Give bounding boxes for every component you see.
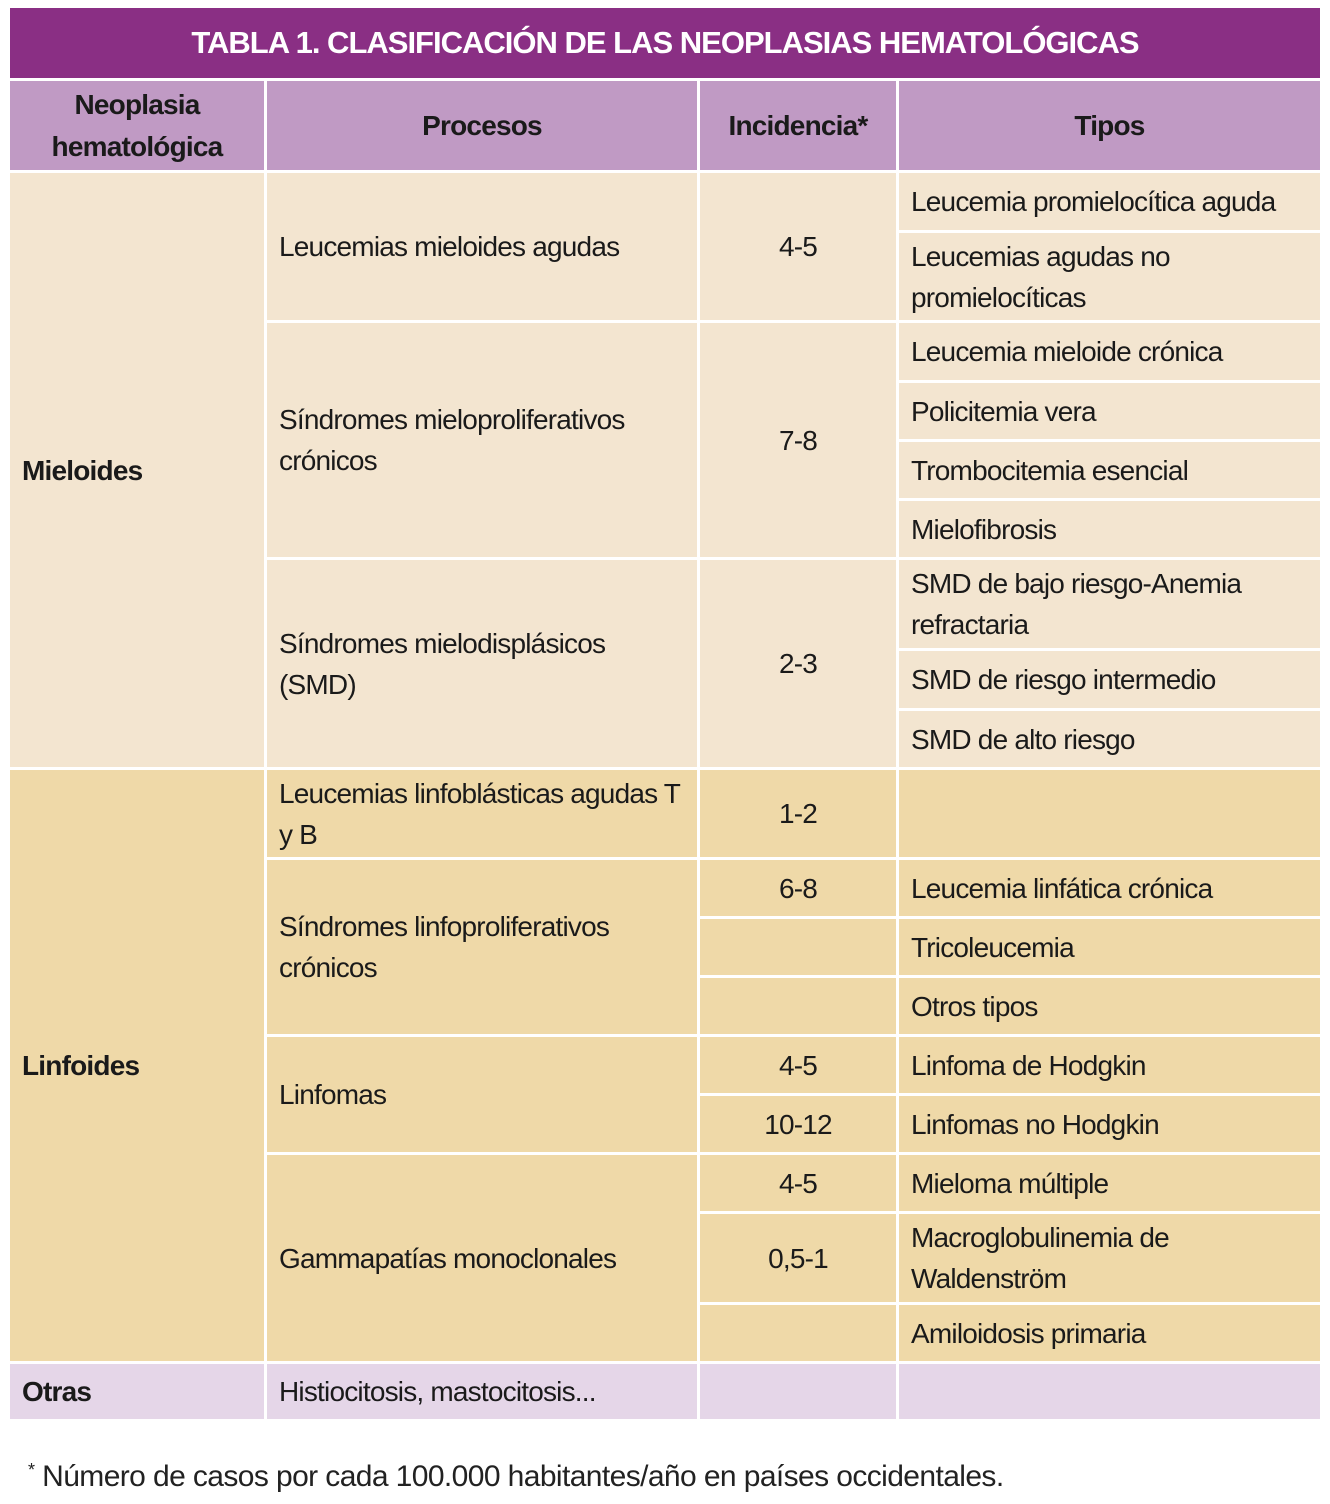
tipo-cell: Linfomas no Hodgkin (899, 1096, 1320, 1152)
proceso-cell: Leucemias mieloides agudas (267, 173, 697, 320)
classification-table (10, 81, 1320, 1419)
tipo-cell: Trombocitemia esencial (899, 442, 1320, 498)
proceso-cell: Linfomas (267, 1037, 697, 1152)
incidencia-cell: 10-12 (700, 1096, 896, 1152)
incidencia-cell: 4-5 (700, 1037, 896, 1093)
tipo-cell: Mieloma múltiple (899, 1155, 1320, 1211)
tipo-cell-empty (899, 1364, 1320, 1419)
tipo-cell: Amiloidosis primaria (899, 1305, 1320, 1361)
tipo-cell: Mielofibrosis (899, 501, 1320, 557)
tipo-cell: Leucemias agudas no promielocíticas (899, 233, 1320, 320)
tipo-cell: SMD de alto riesgo (899, 711, 1320, 767)
incidencia-cell-empty (700, 978, 896, 1034)
header-incidencia: Incidencia* (700, 81, 896, 170)
incidencia-cell: 0,5-1 (700, 1214, 896, 1302)
header-tipos: Tipos (899, 81, 1320, 170)
header-neoplasia: Neoplasia hematológica (10, 81, 264, 170)
tipo-cell: Leucemia mieloide crónica (899, 323, 1320, 380)
incidencia-cell: 4-5 (700, 1155, 896, 1211)
proceso-cell: Síndromes mielodisplásicos (SMD) (267, 560, 697, 767)
footnote-mark: * (28, 1460, 35, 1480)
tipo-cell: Otros tipos (899, 978, 1320, 1034)
incidencia-cell: 7-8 (700, 323, 896, 557)
incidencia-cell-empty (700, 919, 896, 975)
proceso-cell: Gammapatías monoclonales (267, 1155, 697, 1361)
tipo-cell: SMD de riesgo intermedio (899, 651, 1320, 708)
tipo-cell-empty (899, 770, 1320, 857)
proceso-cell: Síndromes mieloproliferativos crónicos (267, 323, 697, 557)
group-otras: Otras (10, 1364, 264, 1419)
incidencia-cell-empty (700, 1305, 896, 1361)
incidencia-cell: 6-8 (700, 860, 896, 916)
tipo-cell: Tricoleucemia (899, 919, 1320, 975)
table-title: TABLA 1. CLASIFICACIÓN DE LAS NEOPLASIAS HEMATOLÓGICAS (10, 8, 1320, 78)
group-mieloides: Mieloides (10, 173, 264, 767)
tipo-cell: Macroglobulinemia de Waldenström (899, 1214, 1320, 1302)
tipo-cell: Leucemia linfática crónica (899, 860, 1320, 916)
incidencia-cell: 4-5 (700, 173, 896, 320)
tipo-cell: Leucemia promielocítica aguda (899, 173, 1320, 230)
tipo-cell: Policitemia vera (899, 383, 1320, 439)
header-procesos: Procesos (267, 81, 697, 170)
footnote (28, 1460, 1004, 1494)
proceso-cell: Síndromes linfoproliferativos crónicos (267, 860, 697, 1034)
tipo-cell: SMD de bajo riesgo-Anemia refractaria (899, 560, 1320, 648)
proceso-cell: Histiocitosis, mastocitosis... (267, 1364, 697, 1419)
group-linfoides: Linfoides (10, 770, 264, 1361)
incidencia-cell-empty (700, 1364, 896, 1419)
footnote-text: Número de casos por cada 100.000 habitantes/año en países occidentales. (42, 1460, 1004, 1493)
proceso-cell: Leucemias linfoblásticas agudas T y B (267, 770, 697, 857)
incidencia-cell: 2-3 (700, 560, 896, 767)
tipo-cell: Linfoma de Hodgkin (899, 1037, 1320, 1093)
incidencia-cell: 1-2 (700, 770, 896, 857)
